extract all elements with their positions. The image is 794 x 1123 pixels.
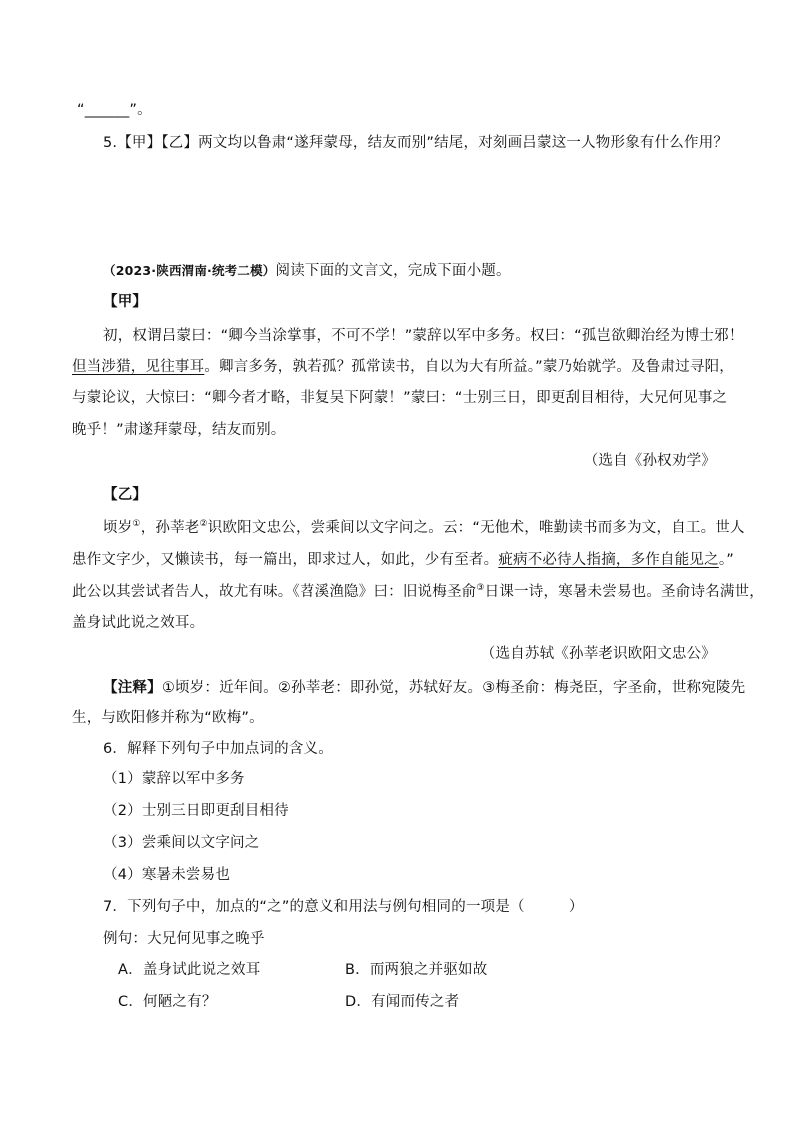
passage-yi-line-3-b: 日课一诗，寒暑未尝易也。圣俞诗名满世， — [484, 584, 764, 600]
question-6-item: （3）尝乘间以文字问之 — [103, 835, 260, 851]
passage-jia-line-1: 初，权谓吕蒙曰：“卿今当涂掌事，不可不学！”蒙辞以军中多务。权曰：“孤岂欲卿治经为博士邪！ — [103, 328, 744, 344]
annotation-text-1: ①顷岁：近年间。②孙莘老：即孙觉，苏轼好友。③梅圣俞：梅尧臣，字圣俞，世称宛陵先 — [161, 680, 746, 696]
question-5: 5.【甲】【乙】两文均以鲁肃“遂拜蒙母，结友而别”结尾，对刻画吕蒙这一人物形象有什么作用？ — [103, 135, 729, 151]
footnote-marker-3: ③ — [476, 583, 485, 594]
passage-yi-line-2-b: 。” — [718, 552, 734, 568]
passage-yi-source: （选自苏轼《孙莘老识欧阳文忠公》 — [480, 646, 716, 662]
option-d: D．有闻而传之者 — [345, 994, 460, 1010]
question-7-stem: 7．下列句子中，加点的“之”的意义和用法与例句相同的一项是（ ） — [103, 899, 584, 915]
passage-jia-source: （选自《孙权劝学》 — [583, 453, 716, 469]
passage-jia-line-2-rest: 。卿言多务，孰若孤？孤常读书，自以为大有所益。”蒙乃始就学。及鲁肃过寻阳， — [204, 359, 734, 375]
passage-yi-line-1 — [103, 518, 745, 538]
passage-yi-line-2-a: 患作文字少，又懒读书，每一篇出，即求过人，如此，少有至者。 — [72, 552, 499, 568]
question-7-example: 例句：大兄何见事之晚乎 — [103, 931, 265, 947]
annotation-line-2: 生，与欧阳修并称为“欧梅”。 — [72, 710, 264, 726]
passage-yi-line-3 — [72, 582, 764, 602]
question-6-item: （4）寒暑未尝易也 — [103, 867, 231, 883]
passage-jia-line-2 — [72, 357, 734, 377]
passage-yi-line-1-b: ，孙莘老 — [140, 520, 200, 536]
question-6-item: （1）蒙辞以军中多务 — [103, 771, 245, 787]
underlined-sentence: 但当涉猎，见往事耳 — [72, 359, 205, 375]
question-6-stem: 6．解释下列句子中加点词的含义。 — [103, 741, 333, 757]
footnote-marker-2: ② — [199, 519, 208, 530]
question-6-item: （2）士别三日即更刮目相待 — [103, 803, 289, 819]
passage-intro — [103, 261, 511, 281]
annotation-label: 【注释】 — [103, 680, 162, 696]
passage-yi-line-3-a: 此公以其尝试者告人，故尤有味。《苕溪渔隐》曰：旧说梅圣俞 — [72, 584, 477, 600]
option-c: C．何陋之有？ — [118, 994, 217, 1010]
q4-answer-blank: “______”。 — [77, 102, 152, 118]
passage-yi-line-4: 盖身试此说之效耳。 — [72, 615, 205, 631]
passage-yi-line-1-a: 顷岁 — [103, 520, 133, 536]
passage-jia-line-3: 与蒙论议，大惊曰：“卿今者才略，非复吴下阿蒙！”蒙曰：“士别三日，即更刮目相待，大兄何见事之 — [72, 390, 728, 406]
exam-source: （2023·陕西渭南·统考二模） — [103, 263, 276, 278]
passage-yi-line-1-c: 识欧阳文忠公，尝乘间以文字问之。云：“无他术，唯勤读书而多为文，自工。世人 — [207, 520, 745, 536]
passage-jia-line-4: 晚乎！”肃遂拜蒙母，结友而别。 — [72, 422, 286, 438]
footnote-marker-1: ① — [132, 519, 141, 530]
underlined-sentence: 疵病不必待人指摘，多作自能见之 — [498, 552, 719, 568]
passage-jia-label: 【甲】 — [103, 294, 148, 310]
option-a: A．盖身试此说之效耳 — [118, 962, 261, 978]
reading-instruction: 阅读下面的文言文，完成下面小题。 — [275, 263, 511, 279]
passage-yi-line-2 — [72, 550, 734, 570]
option-b: B．而两狼之并驱如故 — [345, 962, 488, 978]
passage-yi-label: 【乙】 — [103, 487, 148, 503]
annotation-line-1 — [103, 678, 745, 698]
